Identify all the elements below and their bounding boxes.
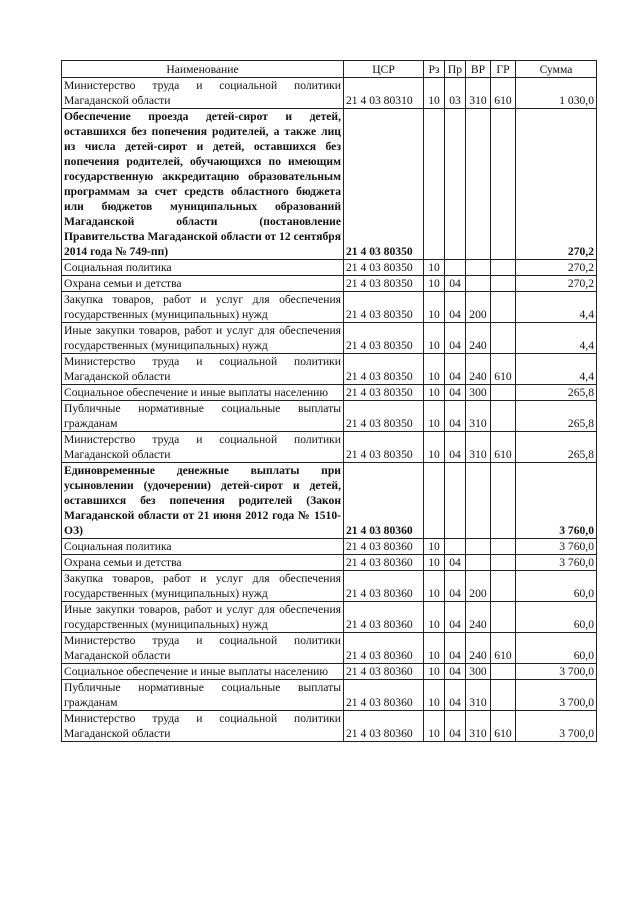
cell-name: Социальная политика <box>62 539 344 555</box>
cell-name: Иные закупки товаров, работ и услуг для обеспечения государственных (муниципальных) нужд <box>62 323 344 354</box>
cell-vr: 300 <box>466 664 491 680</box>
table-row <box>62 78 597 109</box>
cell-name: Публичные нормативные социальные выплаты гражданам <box>62 680 344 711</box>
cell-name: Охрана семьи и детства <box>62 276 344 292</box>
cell-name: Министерство труда и социальной политики Магаданской области <box>62 78 344 109</box>
table-header-row <box>62 61 597 78</box>
cell-pr: 04 <box>445 385 466 401</box>
cell-csr: 21 4 03 80360 <box>344 680 424 711</box>
table-row <box>62 260 597 276</box>
cell-sum: 270,2 <box>516 276 597 292</box>
cell-rz: 10 <box>424 432 445 463</box>
cell-pr: 04 <box>445 571 466 602</box>
cell-vr: 240 <box>466 323 491 354</box>
cell-rz <box>424 463 445 539</box>
cell-rz: 10 <box>424 711 445 742</box>
cell-name: Закупка товаров, работ и услуг для обеспечения государственных (муниципальных) нужд <box>62 571 344 602</box>
header-vr: ВР <box>466 61 491 78</box>
cell-vr: 310 <box>466 78 491 109</box>
cell-sum: 4,4 <box>516 292 597 323</box>
cell-vr: 310 <box>466 401 491 432</box>
cell-name: Социальная политика <box>62 260 344 276</box>
cell-gr <box>491 602 516 633</box>
cell-gr: 610 <box>491 633 516 664</box>
cell-sum: 4,4 <box>516 354 597 385</box>
cell-csr: 21 4 03 80350 <box>344 354 424 385</box>
cell-csr: 21 4 03 80360 <box>344 539 424 555</box>
cell-pr: 04 <box>445 323 466 354</box>
cell-pr: 04 <box>445 354 466 385</box>
cell-name: Единовременные денежные выплаты при усыновлении (удочерении) детей-сирот и детей, оставшихся без попечения родителей (Закон Магаданской области от 21 июня 2012 года № 1510-ОЗ) <box>62 463 344 539</box>
cell-pr: 04 <box>445 276 466 292</box>
cell-gr <box>491 292 516 323</box>
cell-vr <box>466 539 491 555</box>
cell-name: Публичные нормативные социальные выплаты гражданам <box>62 401 344 432</box>
document-page <box>61 60 596 742</box>
table-row <box>62 571 597 602</box>
cell-csr: 21 4 03 80360 <box>344 664 424 680</box>
cell-name: Охрана семьи и детства <box>62 555 344 571</box>
cell-vr: 240 <box>466 602 491 633</box>
cell-rz: 10 <box>424 401 445 432</box>
cell-name: Министерство труда и социальной политики Магаданской области <box>62 711 344 742</box>
cell-gr <box>491 260 516 276</box>
cell-gr <box>491 571 516 602</box>
table-row <box>62 463 597 539</box>
cell-sum: 3 700,0 <box>516 664 597 680</box>
cell-rz: 10 <box>424 664 445 680</box>
cell-gr <box>491 680 516 711</box>
cell-pr: 04 <box>445 664 466 680</box>
cell-name: Закупка товаров, работ и услуг для обеспечения государственных (муниципальных) нужд <box>62 292 344 323</box>
cell-pr <box>445 463 466 539</box>
cell-sum: 60,0 <box>516 602 597 633</box>
cell-sum: 1 030,0 <box>516 78 597 109</box>
cell-pr: 04 <box>445 633 466 664</box>
cell-rz <box>424 109 445 260</box>
cell-vr <box>466 109 491 260</box>
table-row <box>62 633 597 664</box>
cell-csr: 21 4 03 80360 <box>344 463 424 539</box>
cell-name: Иные закупки товаров, работ и услуг для обеспечения государственных (муниципальных) нужд <box>62 602 344 633</box>
table-row <box>62 401 597 432</box>
cell-rz: 10 <box>424 602 445 633</box>
cell-pr <box>445 260 466 276</box>
table-row <box>62 539 597 555</box>
cell-name: Министерство труда и социальной политики Магаданской области <box>62 354 344 385</box>
cell-csr: 21 4 03 80350 <box>344 292 424 323</box>
cell-sum: 3 760,0 <box>516 463 597 539</box>
cell-vr: 300 <box>466 385 491 401</box>
cell-rz: 10 <box>424 276 445 292</box>
cell-gr: 610 <box>491 711 516 742</box>
cell-sum: 265,8 <box>516 401 597 432</box>
cell-name: Обеспечение проезда детей-сирот и детей, оставшихся без попечения родителей, а также лиц из числа детей-сирот и детей, оставшихся без попечения родителей, обучающихся по имеющим государственную аккредитацию образовательным программам за счет средств областного бюджета или бюджетов муниципальных образований Магаданской области (постановление Правительства Магаданской области от 12 сентября 2014 года № 749-пп) <box>62 109 344 260</box>
cell-rz: 10 <box>424 555 445 571</box>
table-row <box>62 664 597 680</box>
cell-pr: 04 <box>445 680 466 711</box>
table-row <box>62 602 597 633</box>
table-row <box>62 385 597 401</box>
cell-vr: 310 <box>466 680 491 711</box>
table-row <box>62 711 597 742</box>
cell-sum: 3 700,0 <box>516 680 597 711</box>
cell-vr: 240 <box>466 354 491 385</box>
cell-pr <box>445 109 466 260</box>
cell-pr: 03 <box>445 78 466 109</box>
cell-csr: 21 4 03 80350 <box>344 260 424 276</box>
cell-rz: 10 <box>424 385 445 401</box>
table-row <box>62 555 597 571</box>
cell-rz: 10 <box>424 323 445 354</box>
cell-csr: 21 4 03 80350 <box>344 109 424 260</box>
cell-vr: 200 <box>466 292 491 323</box>
cell-gr: 610 <box>491 354 516 385</box>
cell-pr <box>445 539 466 555</box>
header-pr: Пр <box>445 61 466 78</box>
cell-vr: 240 <box>466 633 491 664</box>
cell-gr: 610 <box>491 432 516 463</box>
header-name: Наименование <box>62 61 344 78</box>
table-row <box>62 276 597 292</box>
cell-pr: 04 <box>445 602 466 633</box>
cell-pr: 04 <box>445 555 466 571</box>
table-row <box>62 680 597 711</box>
cell-vr <box>466 276 491 292</box>
cell-pr: 04 <box>445 401 466 432</box>
cell-csr: 21 4 03 80350 <box>344 401 424 432</box>
cell-rz: 10 <box>424 680 445 711</box>
cell-csr: 21 4 03 80360 <box>344 633 424 664</box>
cell-name: Социальное обеспечение и иные выплаты населению <box>62 664 344 680</box>
cell-gr <box>491 664 516 680</box>
cell-gr <box>491 276 516 292</box>
cell-gr <box>491 401 516 432</box>
header-gr: ГР <box>491 61 516 78</box>
table-row <box>62 432 597 463</box>
cell-csr: 21 4 03 80310 <box>344 78 424 109</box>
cell-csr: 21 4 03 80350 <box>344 385 424 401</box>
table-row <box>62 292 597 323</box>
header-sum: Сумма <box>516 61 597 78</box>
cell-csr: 21 4 03 80360 <box>344 571 424 602</box>
cell-sum: 265,8 <box>516 432 597 463</box>
cell-csr: 21 4 03 80350 <box>344 323 424 354</box>
cell-sum: 60,0 <box>516 571 597 602</box>
cell-vr <box>466 260 491 276</box>
budget-table <box>61 60 597 742</box>
cell-sum: 3 700,0 <box>516 711 597 742</box>
cell-gr <box>491 539 516 555</box>
cell-sum: 4,4 <box>516 323 597 354</box>
cell-csr: 21 4 03 80350 <box>344 276 424 292</box>
table-row <box>62 109 597 260</box>
cell-gr <box>491 109 516 260</box>
table-body <box>62 78 597 742</box>
cell-sum: 60,0 <box>516 633 597 664</box>
cell-pr: 04 <box>445 292 466 323</box>
cell-gr: 610 <box>491 78 516 109</box>
cell-csr: 21 4 03 80360 <box>344 711 424 742</box>
cell-sum: 270,2 <box>516 260 597 276</box>
cell-vr <box>466 463 491 539</box>
cell-gr <box>491 555 516 571</box>
cell-name: Социальное обеспечение и иные выплаты населению <box>62 385 344 401</box>
cell-rz: 10 <box>424 260 445 276</box>
cell-rz: 10 <box>424 354 445 385</box>
cell-rz: 10 <box>424 633 445 664</box>
header-csr: ЦСР <box>344 61 424 78</box>
cell-gr <box>491 463 516 539</box>
cell-sum: 3 760,0 <box>516 555 597 571</box>
cell-vr <box>466 555 491 571</box>
cell-sum: 265,8 <box>516 385 597 401</box>
cell-pr: 04 <box>445 432 466 463</box>
cell-rz: 10 <box>424 78 445 109</box>
cell-rz: 10 <box>424 539 445 555</box>
cell-rz: 10 <box>424 292 445 323</box>
cell-csr: 21 4 03 80360 <box>344 555 424 571</box>
table-row <box>62 354 597 385</box>
cell-vr: 310 <box>466 432 491 463</box>
cell-vr: 310 <box>466 711 491 742</box>
cell-sum: 270,2 <box>516 109 597 260</box>
cell-csr: 21 4 03 80350 <box>344 432 424 463</box>
header-rz: Рз <box>424 61 445 78</box>
cell-csr: 21 4 03 80360 <box>344 602 424 633</box>
cell-name: Министерство труда и социальной политики Магаданской области <box>62 633 344 664</box>
cell-rz: 10 <box>424 571 445 602</box>
cell-vr: 200 <box>466 571 491 602</box>
cell-gr <box>491 323 516 354</box>
cell-pr: 04 <box>445 711 466 742</box>
cell-gr <box>491 385 516 401</box>
table-row <box>62 323 597 354</box>
cell-name: Министерство труда и социальной политики Магаданской области <box>62 432 344 463</box>
cell-sum: 3 760,0 <box>516 539 597 555</box>
